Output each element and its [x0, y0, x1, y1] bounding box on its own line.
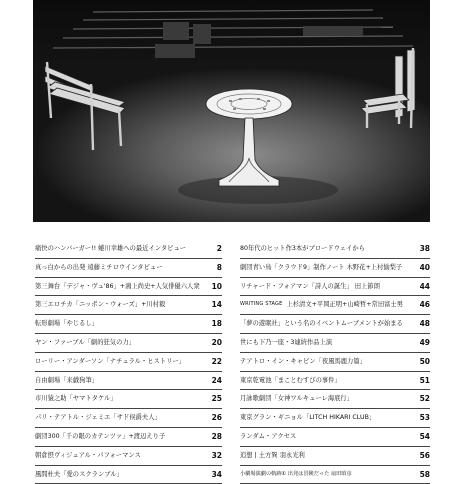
- toc-entry[interactable]: [240, 409, 430, 428]
- writing-stage-label: WRITING STAGE: [240, 300, 283, 307]
- toc-entry-page: 26: [211, 413, 222, 423]
- cover-photo: [33, 0, 430, 222]
- toc-entry-page: 10: [211, 281, 222, 291]
- toc-entry[interactable]: [35, 240, 222, 259]
- toc-entry-title: リチャード・フォアマン「詩人の誕生」 田上節朗: [240, 282, 380, 290]
- toc-entry-page: 14: [211, 300, 222, 310]
- toc-entry[interactable]: [240, 390, 430, 409]
- toc-entry-page: 34: [211, 469, 222, 479]
- toc-entry-page: 50: [419, 356, 430, 366]
- toc-entry-page: 24: [211, 375, 222, 385]
- toc-entry[interactable]: [240, 315, 430, 334]
- toc-entry-title: ヤン・ファーブル「劇的狂気の力」: [35, 338, 135, 346]
- toc-entry[interactable]: [35, 409, 222, 428]
- toc-entry[interactable]: [240, 296, 430, 315]
- toc-entry-page: 56: [419, 450, 430, 460]
- toc-left-column: [35, 240, 222, 484]
- toc-entry-title: 朝倉摂ヴィジュアル・パフォーマンス: [35, 451, 141, 459]
- toc-entry-page: 58: [419, 469, 430, 479]
- toc-entry-page: 51: [419, 375, 430, 385]
- toc-entry-title: 第三エロチカ「ニッポン・ウォーズ」+川村毅: [35, 301, 166, 309]
- toc-entry-page: 54: [419, 431, 430, 441]
- toc-entry-title: テアトロ・イン・キャビン「夜風馬鹿力篇」: [240, 357, 366, 365]
- toc-entry-page: 44: [419, 281, 430, 291]
- toc-entry-title: 世にも下乃一座・3連続作品上演: [240, 338, 333, 346]
- toc-entry-title: 80年代のヒット作3本がブロードウェイから: [240, 245, 365, 252]
- toc-entry-page: 25: [211, 394, 222, 404]
- toc-entry-page: 18: [211, 319, 222, 329]
- toc-entry-page: 40: [419, 262, 430, 272]
- toc-entry[interactable]: [240, 353, 430, 372]
- toc-entry-page: 20: [211, 337, 222, 347]
- toc-entry-page: 46: [419, 300, 430, 310]
- toc-entry[interactable]: [35, 296, 222, 315]
- toc-entry-title: 第三舞台「デジャ・ヴュ'86」+鴻上尚史+人気俳優六人衆: [35, 282, 200, 290]
- toc-entry[interactable]: [35, 390, 222, 409]
- toc-entry-page: 48: [419, 319, 430, 329]
- stage-scene-illustration: [33, 0, 430, 222]
- toc-entry[interactable]: [240, 278, 430, 297]
- toc-entry[interactable]: [35, 334, 222, 353]
- writing-stage-authors: 上杉清文+平岡正明+山崎哲+常田富士男: [286, 301, 404, 309]
- toc-entry[interactable]: [240, 334, 430, 353]
- toc-entry-title: 市川猿之助「ヤマトタケル」: [35, 395, 117, 403]
- toc-entry[interactable]: [35, 428, 222, 447]
- toc-entry-title: ローリー・アンダーソン「ナチュラル・ヒストリー」: [35, 357, 185, 365]
- toc-entry-page: 38: [419, 244, 430, 253]
- toc-entry[interactable]: [240, 259, 430, 278]
- toc-entry-title: 「夢の遊眠社」という名のイベントムーブメントが始まる: [240, 320, 403, 328]
- toc-entry-page: 22: [211, 356, 222, 366]
- toc-entry-title: 転形劇場「やじるし」: [35, 320, 98, 328]
- toc-entry[interactable]: [35, 466, 222, 484]
- toc-entry[interactable]: [35, 447, 222, 466]
- toc-entry-page: 8: [216, 262, 222, 272]
- toc-entry[interactable]: [240, 240, 430, 259]
- toc-entry[interactable]: [35, 372, 222, 391]
- toc-entry[interactable]: [240, 466, 430, 484]
- toc-entry-page: 52: [419, 394, 430, 404]
- toc-entry[interactable]: [240, 428, 430, 447]
- toc-entry-title: 月詠歌劇団「女神ワルキューレ海底行」: [240, 395, 354, 403]
- toc-entry-title: 追想 | 土方巽 羽永光利: [240, 451, 305, 459]
- toc-entry[interactable]: [240, 372, 430, 391]
- toc-entry-title: 劇団青い鳥「クラウド9」制作ノート 木野花+上村愉梨子: [240, 263, 403, 271]
- toc-entry-title: 東京乾電池「まことむすびの事件」: [240, 376, 341, 384]
- toc-entry-title: 真っ白からの出発 遠藤ミチロウインタビュー: [35, 263, 163, 271]
- toc-entry-title: [240, 296, 403, 314]
- toc-entry-title: ランダム・アクセス: [240, 432, 297, 440]
- toc-entry-page: 32: [211, 450, 222, 460]
- toc-entry-title: 小劇場演劇の軌跡① 出発は冒険だった 扇田昭彦: [240, 470, 352, 477]
- toc-entry-page: 2: [216, 244, 222, 253]
- toc-entry[interactable]: [35, 315, 222, 334]
- table-of-contents: [0, 240, 460, 479]
- toc-entry-title: 痛快のハンバーガー!! 蜷川幸雄への最近インタビュー: [35, 245, 187, 252]
- toc-entry-title: 風間杜夫「愛のスクランブル」: [35, 470, 123, 478]
- toc-entry[interactable]: [35, 278, 222, 297]
- toc-entry-title: 自由劇場「来戯狗筆」: [35, 376, 98, 384]
- toc-entry-page: 49: [419, 337, 430, 347]
- toc-entry[interactable]: [240, 447, 430, 466]
- toc-entry[interactable]: [35, 353, 222, 372]
- toc-entry-page: 28: [211, 431, 222, 441]
- toc-right-column: [240, 240, 430, 484]
- toc-entry-title: 東京グラン・ギニョル「LITCH HIKARI CLUB」: [240, 414, 376, 422]
- toc-entry-title: パリ・テアトル・ジェミエ「サド侯爵夫人」: [35, 414, 161, 422]
- toc-entry[interactable]: [35, 259, 222, 278]
- toc-entry-page: 53: [419, 413, 430, 423]
- toc-entry-title: 劇団300「千の眼のカテンツァ」+渡辺えり子: [35, 432, 166, 440]
